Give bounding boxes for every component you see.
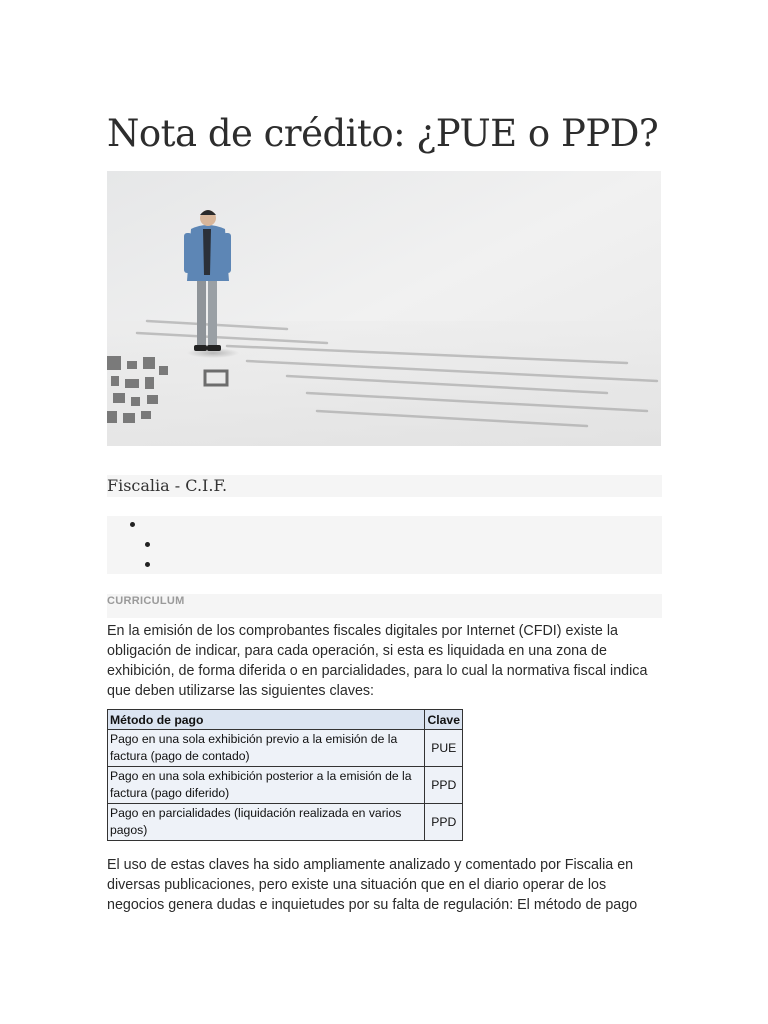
code-cell: PPD — [425, 767, 463, 804]
table-row — [108, 730, 463, 767]
bullet-marker — [145, 562, 150, 567]
table-row — [108, 767, 463, 804]
method-cell: Pago en una sola exhibición posterior a la emisión de la factura (pago diferido) — [108, 767, 425, 804]
hero-image — [107, 171, 661, 446]
code-cell: PPD — [425, 804, 463, 841]
empty-bullet-list — [107, 516, 662, 574]
body-paragraph: El uso de estas claves ha sido ampliamente analizado y comentado por Fiscalia en diversas publicaciones, pero existe una situación que en el diario operar de los negocios genera dudas e inquietudes por su falta de regulación: El método de pago — [107, 857, 638, 913]
bullet-marker — [130, 522, 135, 527]
author-byline[interactable]: Fiscalia - C.I.F. — [107, 475, 662, 497]
category-tag[interactable]: CURRICULUM — [107, 595, 185, 607]
method-cell: Pago en una sola exhibición previo a la emisión de la factura (pago de contado) — [108, 730, 425, 767]
column-header-method: Método de pago — [108, 710, 425, 730]
table-row — [108, 804, 463, 841]
bullet-marker — [145, 542, 150, 547]
code-cell: PUE — [425, 730, 463, 767]
method-cell: Pago en parcialidades (liquidación realizada en varios pagos) — [108, 804, 425, 841]
column-header-code: Clave — [425, 710, 463, 730]
intro-paragraph: En la emisión de los comprobantes fiscales digitales por Internet (CFDI) existe la obligación de indicar, para cada operación, si esta es liquidada en una zona de exhibición, de forma diferida o en parcialidades, para lo cual la normativa fiscal indica que deben utilizarse las siguientes claves: — [107, 623, 648, 699]
table-header-row — [108, 710, 463, 730]
category-bar — [107, 594, 662, 618]
payment-method-table — [107, 709, 463, 841]
page-title: Nota de crédito: ¿PUE o PPD? — [107, 112, 659, 155]
